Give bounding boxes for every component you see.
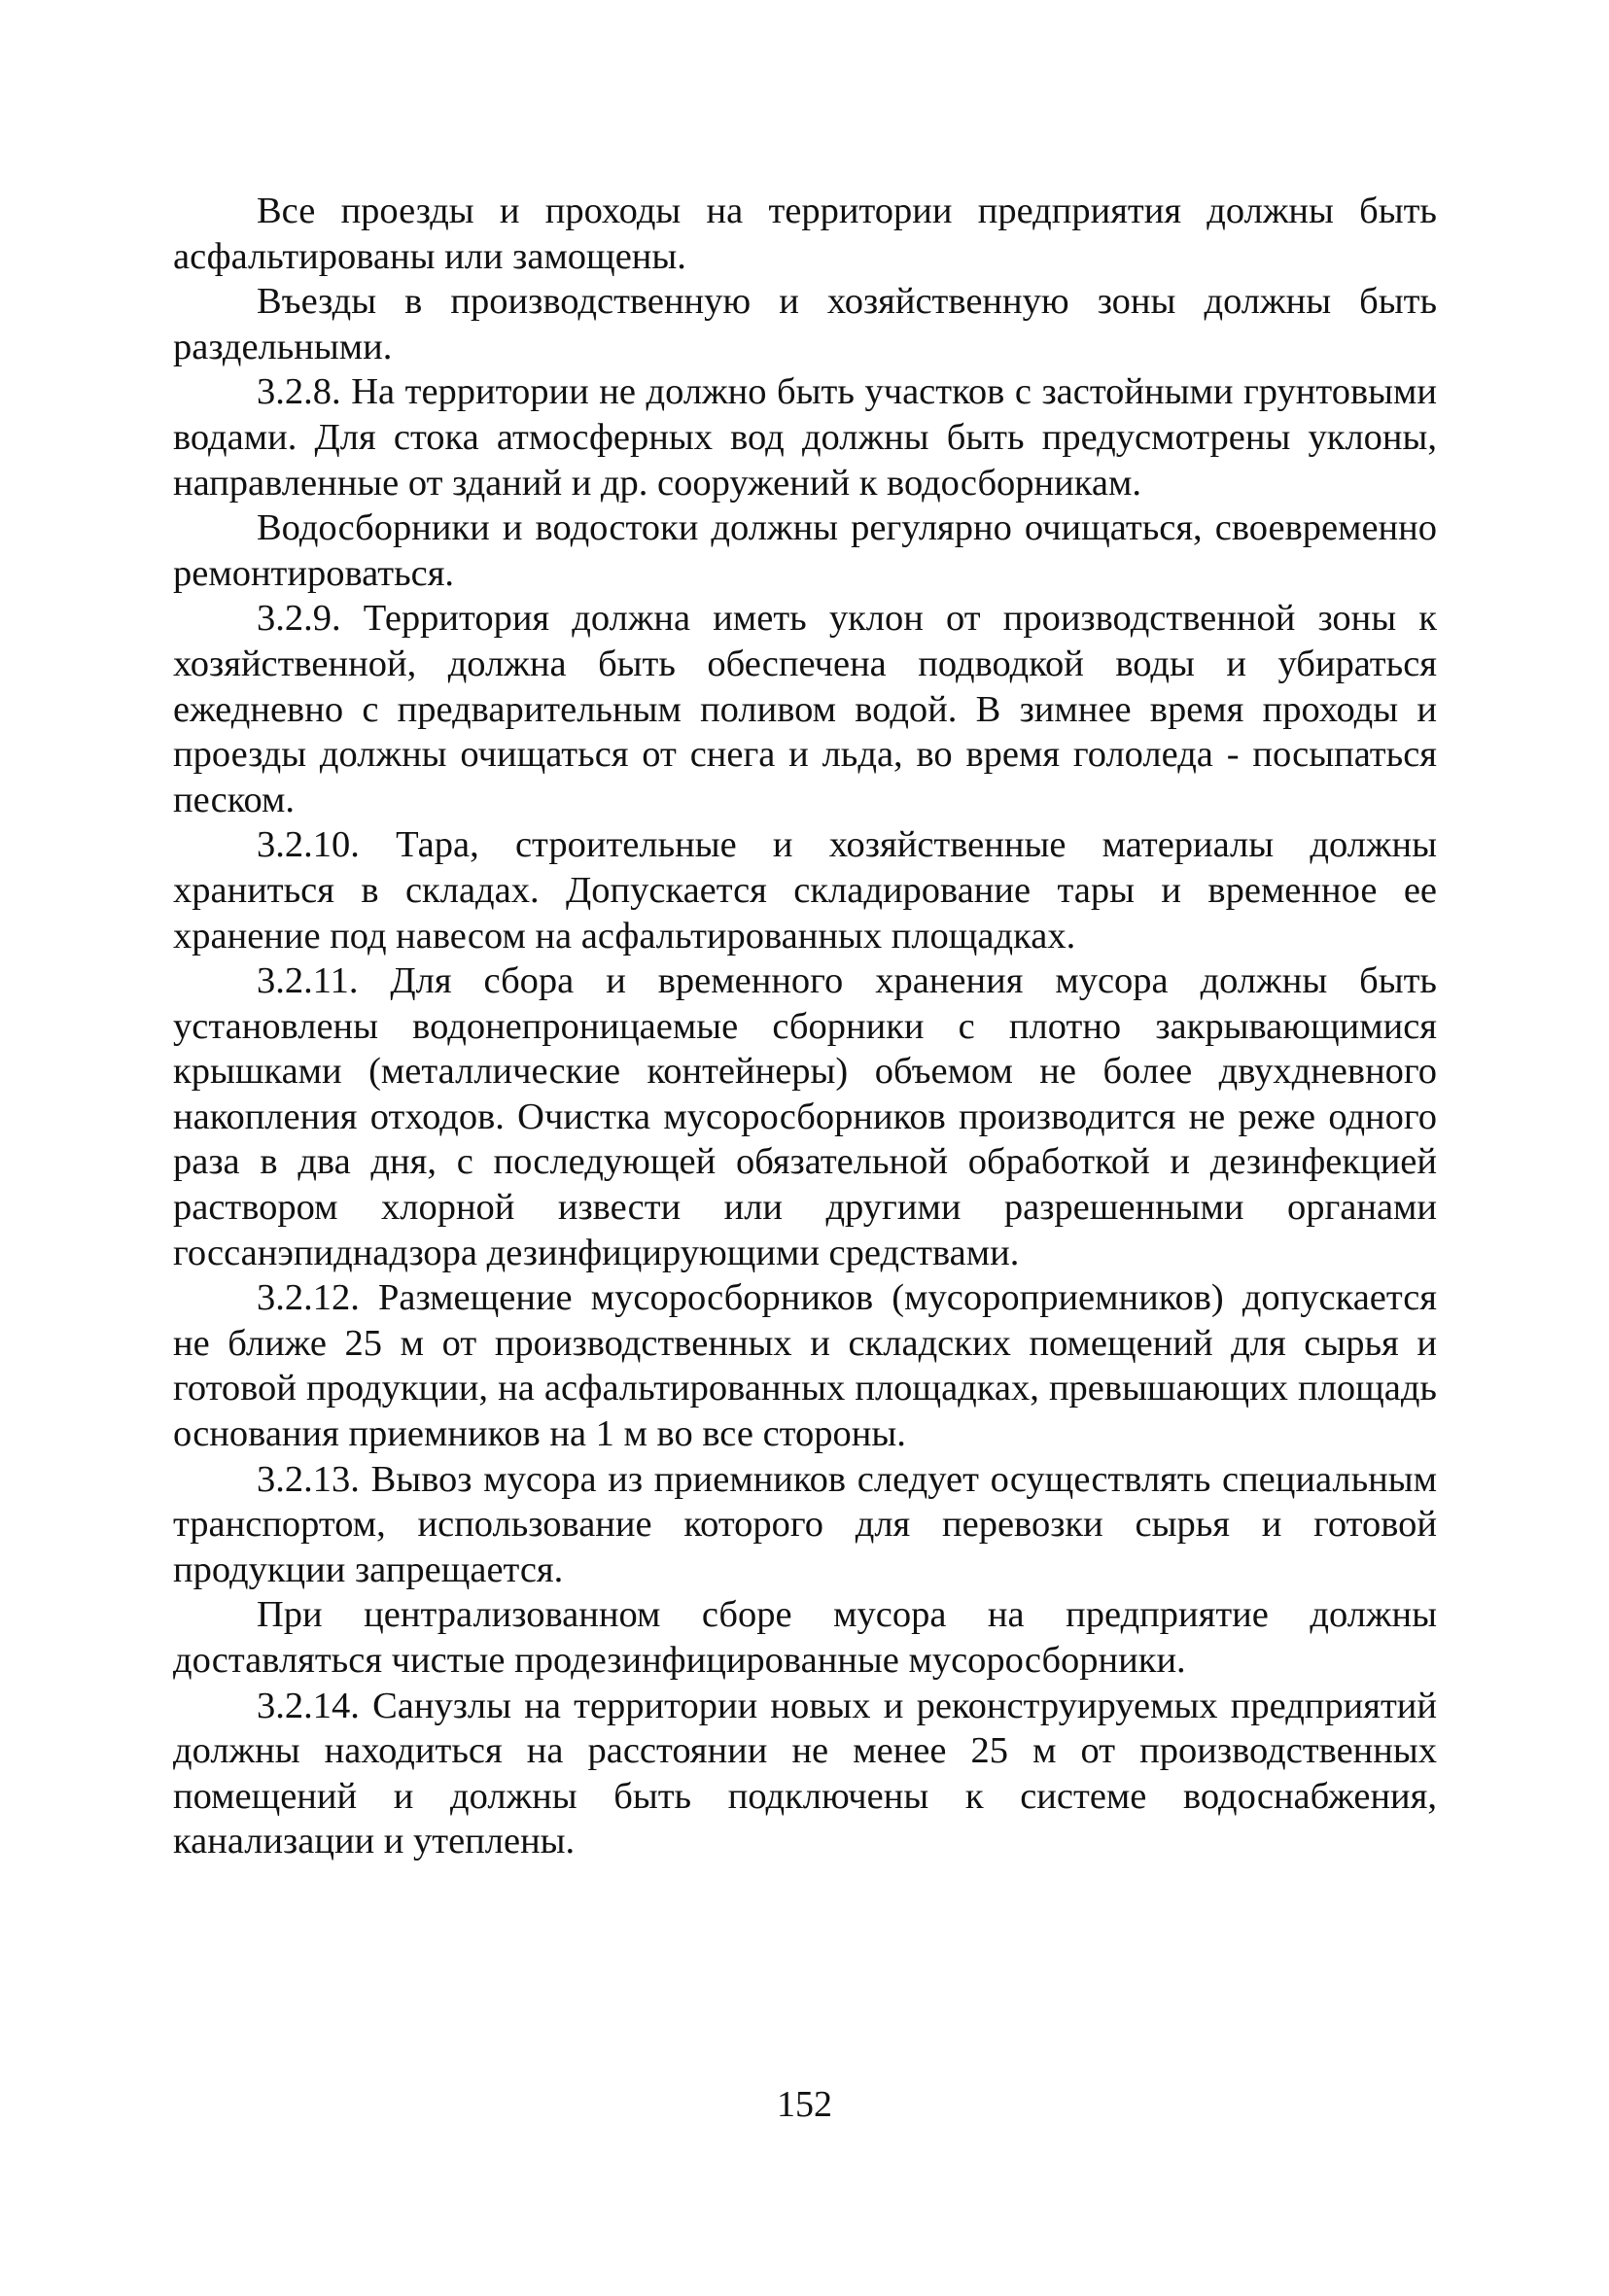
paragraph-driveways-paved: Все проезды и проходы на территории предприятия должны быть асфальтированы или замощены. [173,191,1437,277]
paragraph-separate-entrances: Въезды в производственную и хозяйственную зоны должны быть раздельными. [173,281,1437,367]
paragraph-3-2-12: 3.2.12. Размещение мусоросборников (мусороприемников) допускается не ближе 25 м от производственных и складских помещений для сырья и готовой продукции, на асфальтированных площадках, превышающих площадь основания приемников на 1 м во все стороны. [173,1277,1437,1455]
page-number: 152 [777,2084,832,2125]
paragraph-3-2-11: 3.2.11. Для сбора и временного хранения мусора должны быть установлены водонепроницаемые сборники с плотно закрывающимися крышками (металлические контейнеры) объемом не более двухдневного накопления отходов. Очистка мусоросборников производится не реже одного раза в два дня, с последующей обязательной обработкой и дезинфекцией раствором хлорной извести или другими разрешенными органами госсанэпиднадзора дезинфицирующими средствами. [173,960,1437,1273]
paragraph-3-2-9: 3.2.9. Территория должна иметь уклон от производственной зоны к хозяйственной, должна быть обеспечена подводкой воды и убираться ежедневно с предварительным поливом водой. В зимнее время проходы и проезды должны очищаться от снега и льда, во время гололеда - посыпаться песком. [173,598,1437,820]
paragraph-3-2-14: 3.2.14. Санузлы на территории новых и реконструируемых предприятий должны находиться на расстоянии не менее 25 м от производственных помещений и должны быть подключены к системе водоснабжения, канализации и утеплены. [173,1685,1437,1862]
text-body [173,189,1437,1864]
paragraph-3-2-13: 3.2.13. Вывоз мусора из приемников следует осуществлять специальным транспортом, использование которого для перевозки сырья и готовой продукции запрещается. [173,1458,1437,1590]
paragraph-drains-cleaning: Водосборники и водостоки должны регулярно очищаться, своевременно ремонтироваться. [173,507,1437,594]
paragraph-centralized-collection: При централизованном сборе мусора на предприятие должны доставляться чистые продезинфицированные мусоросборники. [173,1594,1437,1681]
paragraph-3-2-10: 3.2.10. Тара, строительные и хозяйственные материалы должны храниться в складах. Допускается складирование тары и временное ее хранение под навесом на асфальтированных площадках. [173,824,1437,957]
paragraph-3-2-8: 3.2.8. На территории не должно быть участков с застойными грунтовыми водами. Для стока атмосферных вод должны быть предусмотрены уклоны, направленные от зданий и др. сооружений к водосборникам. [173,371,1437,504]
